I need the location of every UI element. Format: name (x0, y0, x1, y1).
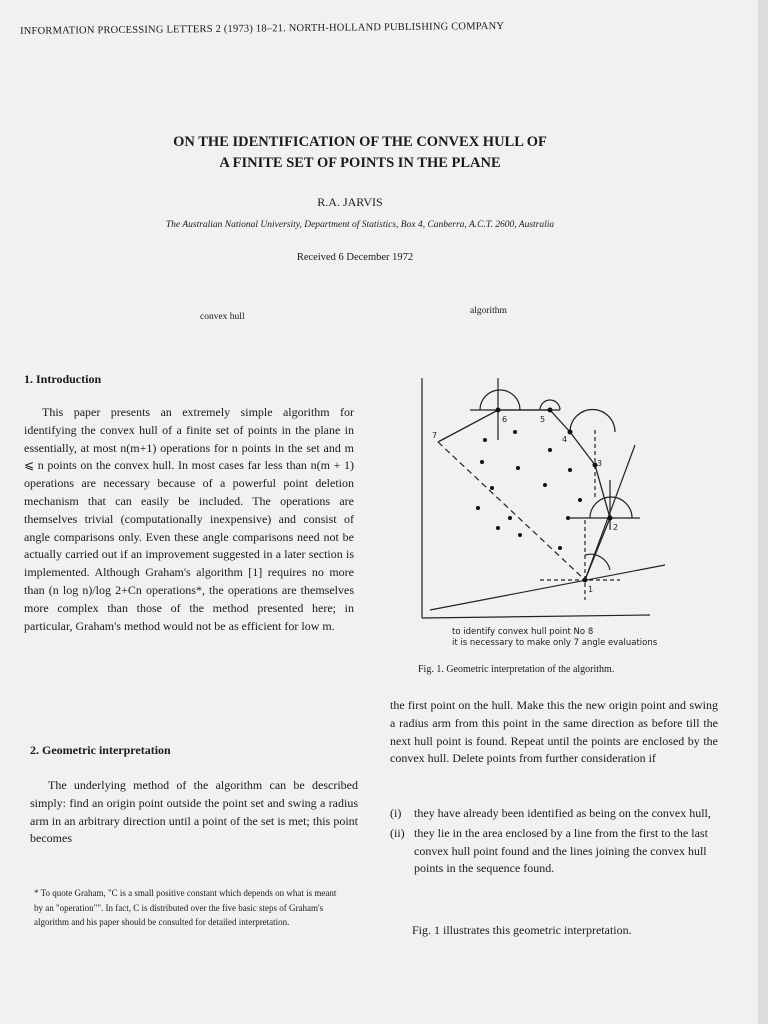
point (578, 498, 582, 502)
arc-4 (570, 410, 615, 433)
point (566, 516, 570, 520)
list-item (390, 825, 720, 878)
title-line-1: ON THE IDENTIFICATION OF THE CONVEX HULL OF (173, 134, 547, 150)
footnote: * To quote Graham, "C is a small positive constant which depends on what is meant by an "operation"". In fact, C is distributed over the five basic steps of Graham's algorithm and his paper should be consulted for detailed interpretation. (34, 888, 337, 927)
section-heading-geometric: 2. Geometric interpretation (30, 743, 171, 757)
list-item-text: they lie in the area enclosed by a line from the first to the last convex hull point found and the lines joining the convex hull points in the sequence found. (414, 825, 708, 876)
deletion-criteria-list (390, 805, 720, 880)
affiliation: The Australian National University, Department of Statistics, Box 4, Canberra, A.C.T. 2600, Australia (165, 220, 555, 230)
label-4: 4 (562, 435, 568, 444)
hull-point-1 (583, 578, 588, 583)
received-date: Received 6 December 1972 (296, 252, 414, 263)
page-edge (758, 0, 768, 1024)
label-6: 6 (502, 415, 508, 424)
figure-1 (410, 370, 680, 640)
arc-1 (585, 554, 610, 570)
point (518, 533, 522, 537)
keyword-convex-hull: convex hull (200, 312, 245, 322)
hull-point-5 (548, 408, 553, 413)
figure-annotation-line-2: it is necessary to make only 7 angle evaluations (452, 638, 658, 648)
list-item (390, 805, 720, 823)
hull-point-2 (608, 516, 613, 521)
label-5: 5 (540, 415, 546, 424)
label-1: 1 (588, 585, 594, 594)
x-axis-line (422, 615, 650, 618)
list-item-text: they have already been identified as being on the convex hull, (414, 806, 711, 820)
introduction-paragraph: This paper presents an extremely simple algorithm for identifying the convex hull of a finite set of points in the plane in essentially, at most n(m+1) operations for n points in the set and m ⩽ n points on the convex hull. In most cases far less than n(m + 1) operations are necessary because of a powerful point deletion mechanism that can easily be included. The operations are themselves trivial (computationally inexpensive) and consist of angle comparisons only. Even these angle comparisons need not be actually carried out if an improvement suggested in a later section is implemented. Although Graham's algorithm [1] requires no more than (n log n)/log 2+Cn operations*, the operations are themselves more complex than those of the method presented here; in particular, Graham's method would not be as efficient for low m. (24, 405, 354, 633)
point (568, 468, 572, 472)
list-marker: (i) (390, 806, 402, 820)
point (513, 430, 517, 434)
point (490, 486, 494, 490)
figure-annotation-line-1: to identify convex hull point No 8 (452, 627, 594, 637)
hull-path (438, 410, 610, 580)
point (548, 448, 552, 452)
journal-header: INFORMATION PROCESSING LETTERS 2 (1973) 18–21. NORTH-HOLLAND PUBLISHING COMPANY (20, 20, 505, 37)
hull-point-6 (496, 408, 501, 413)
author: R.A. JARVIS (317, 195, 383, 209)
arc-2 (590, 497, 632, 518)
point (480, 460, 484, 464)
figure-reference: Fig. 1 illustrates this geometric interpretation. (412, 923, 632, 937)
geometric-paragraph: The underlying method of the algorithm can be described simply: find an origin point outside the point set and swing a radius arm in an arbitrary direction until a point of the set is met; this point becomes (30, 778, 358, 846)
paper-title (120, 132, 600, 174)
point (483, 438, 487, 442)
title-line-2: A FINITE SET OF POINTS IN THE PLANE (219, 155, 501, 171)
point (496, 526, 500, 530)
arc-6 (480, 390, 520, 410)
right-column-paragraph: the first point on the hull. Make this the new origin point and swing a radius arm from this point in the same direction as before till the next hull point is found. Repeat until the points are enclosed by the convex hull. Delete points from further consideration if (390, 698, 718, 766)
figure-caption: Fig. 1. Geometric interpretation of the algorithm. (418, 664, 615, 675)
section-heading-introduction: 1. Introduction (24, 372, 102, 386)
point (508, 516, 512, 520)
hull-point-4 (568, 430, 573, 435)
label-2: 2 (613, 523, 619, 532)
closing-dashed-line (438, 442, 585, 580)
point (558, 546, 562, 550)
label-7: 7 (432, 431, 438, 440)
list-marker: (ii) (390, 825, 405, 840)
keyword-algorithm: algorithm (470, 306, 507, 316)
point (476, 506, 480, 510)
radius-arm-1 (430, 565, 665, 610)
point (543, 483, 547, 487)
label-3: 3 (597, 459, 603, 468)
point (516, 466, 520, 470)
